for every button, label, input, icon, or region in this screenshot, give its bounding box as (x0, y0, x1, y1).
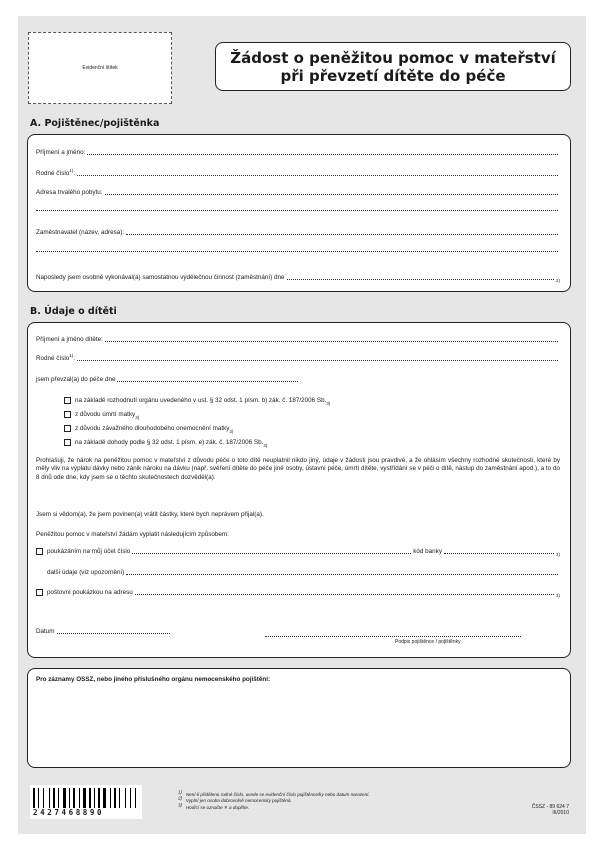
form-title (215, 42, 571, 91)
footnote-2: 2) Vyplní jen osoba dobrovolně nemocensky pojištěná. (178, 795, 292, 804)
address-field-line-2[interactable] (36, 209, 560, 212)
child-name-label: Příjmení a jméno dítěte: (36, 336, 103, 343)
declaration-text: Prohlašuji, že nárok na peněžitou pomoc v mateřství z důvodu péče o toto dítě neuplatnil nikdo jiný, údaje v žádosti jsou pravdivé, a že ohlásím všechny rozhodné skutečnosti, které by měly vliv na výplatu dávky nebo zánik nároku na dávku (např. svěření dítěte do péče jiné osoby, ústavní péče, úmrtí dítěte, vystřídání se v péči o dítě, nástup do zaměstnání apod.), a to do 8 dnů ode dne, kdy jsem se o těchto skutečnostech dozvěděl(a). (36, 457, 560, 481)
aware-text: Jsem si vědom(a), že jsem povinen(a) vrátit částky, které bych neprávem přijal(a). (36, 511, 264, 518)
child-birth-number-field[interactable] (36, 352, 560, 362)
postal-order-checkbox[interactable] (36, 589, 43, 596)
section-b-box (27, 322, 571, 658)
child-birth-number-label: Rodné číslo$^{1)}$: (36, 352, 76, 362)
option-agreement[interactable]: na základě dohody podle § 32 odst. 1 písm. e) zák. č. 187/2006 Sb. 3) (64, 439, 267, 446)
employer-field[interactable] (36, 229, 560, 236)
address-field[interactable] (36, 189, 560, 196)
title-line-2: při převzetí dítěte do péče (280, 66, 506, 85)
footnote-3: 3) Hodící se označte ✕ a doplňte. (178, 802, 250, 810)
option-mother-death-checkbox[interactable] (64, 411, 71, 418)
took-over-label: jsem převzal(a) do péče dne (36, 376, 116, 383)
employer-label: Zaměstnavatel (název, adresa): (36, 229, 125, 236)
ossz-records-box (27, 668, 571, 768)
signature-field[interactable] (265, 636, 521, 637)
employer-field-line-2[interactable] (36, 250, 560, 253)
option-agreement-label: na základě dohody podle § 32 odst. 1 písm. e) zák. č. 187/2006 Sb. (75, 439, 264, 446)
date-field[interactable] (36, 628, 172, 635)
signature-label: Podpis pojištěnce / pojištěnky (395, 639, 461, 645)
other-info-field[interactable] (47, 569, 560, 576)
option-mother-death[interactable]: z důvodu úmrtí matky 3) (64, 411, 139, 418)
stamp-label: Evidenční štítek (82, 65, 118, 71)
option-mother-illness-label: z důvodu závažného dlouhodobého onemocnění matky (75, 425, 230, 432)
option-mother-illness-checkbox[interactable] (64, 425, 71, 432)
option-court-decision[interactable]: na základě rozhodnutí orgánu uvedeného v ust. § 32 odst. 1 písm. b) zák. č. 187/2006 Sb. 3) (64, 397, 330, 404)
ossz-heading: Pro záznamy OSSZ, nebo jiného příslušného orgánu nemocenského pojištění: (36, 676, 271, 683)
account-checkbox[interactable] (36, 548, 43, 555)
birth-number-field[interactable] (36, 167, 560, 177)
date-label: Datum (36, 628, 55, 635)
address-label: Adresa trvalého pobytu: (36, 189, 103, 196)
barcode-number: 2427468890 (33, 808, 105, 817)
took-over-date-field[interactable] (36, 376, 300, 383)
barcode (30, 785, 142, 819)
postal-order-field[interactable]: poštovní poukázkou na adresu 3) (36, 589, 560, 596)
footnotes (178, 789, 370, 811)
form-code (500, 804, 569, 817)
last-work-label: Naposledy jsem osobně vykonával(a) samostatnou výdělečnou činnost (zaměstnání) dne (36, 274, 285, 281)
account-label: poukázáním na můj účet číslo (47, 548, 131, 555)
last-work-field[interactable]: Naposledy jsem osobně vykonával(a) samostatnou výdělečnou činnost (zaměstnání) dne 2) (36, 274, 560, 283)
barcode-bars (33, 788, 139, 808)
name-field[interactable] (36, 149, 560, 156)
option-mother-death-label: z důvodu úmrtí matky (75, 411, 136, 418)
option-court-decision-checkbox[interactable] (64, 397, 71, 404)
option-mother-illness[interactable]: z důvodu závažného dlouhodobého onemocnění matky 3) (64, 425, 233, 432)
title-line-1: Žádost o peněžitou pomoc v mateřství (230, 48, 556, 67)
account-field[interactable]: poukázáním na můj účet číslo kód banky 3) (36, 548, 560, 555)
form-code-date: III/2010 (552, 810, 569, 817)
payment-intro-text: Peněžitou pomoc v mateřství žádám vyplatit následujícím způsobem: (36, 531, 229, 538)
registration-stamp-box (28, 32, 172, 104)
name-label: Příjmení a jméno: (36, 149, 86, 156)
birth-number-label: Rodné číslo$^{1)}$: (36, 167, 76, 177)
section-a-box (27, 134, 571, 292)
other-info-label: další údaje (viz upozornění) (47, 569, 125, 576)
form-code-number: ČSSZ - 89 624 7 (531, 804, 569, 810)
option-court-decision-label: na základě rozhodnutí orgánu uvedeného v ust. § 32 odst. 1 písm. b) zák. č. 187/2006 Sb. (75, 397, 327, 404)
section-a-heading: A. Pojištěnec/pojištěnka (30, 118, 160, 129)
postal-order-label: poštovní poukázkou na adresu (47, 589, 133, 596)
option-agreement-checkbox[interactable] (64, 439, 71, 446)
child-name-field[interactable] (36, 336, 560, 343)
section-b-heading: B. Údaje o dítěti (30, 306, 117, 317)
footnote-1: 1) Není-li přiděleno rodné číslo, uvede se evidenční číslo pojištěnce/ky nebo datum narození. (178, 789, 370, 797)
bank-code-label: kód banky (413, 548, 442, 555)
